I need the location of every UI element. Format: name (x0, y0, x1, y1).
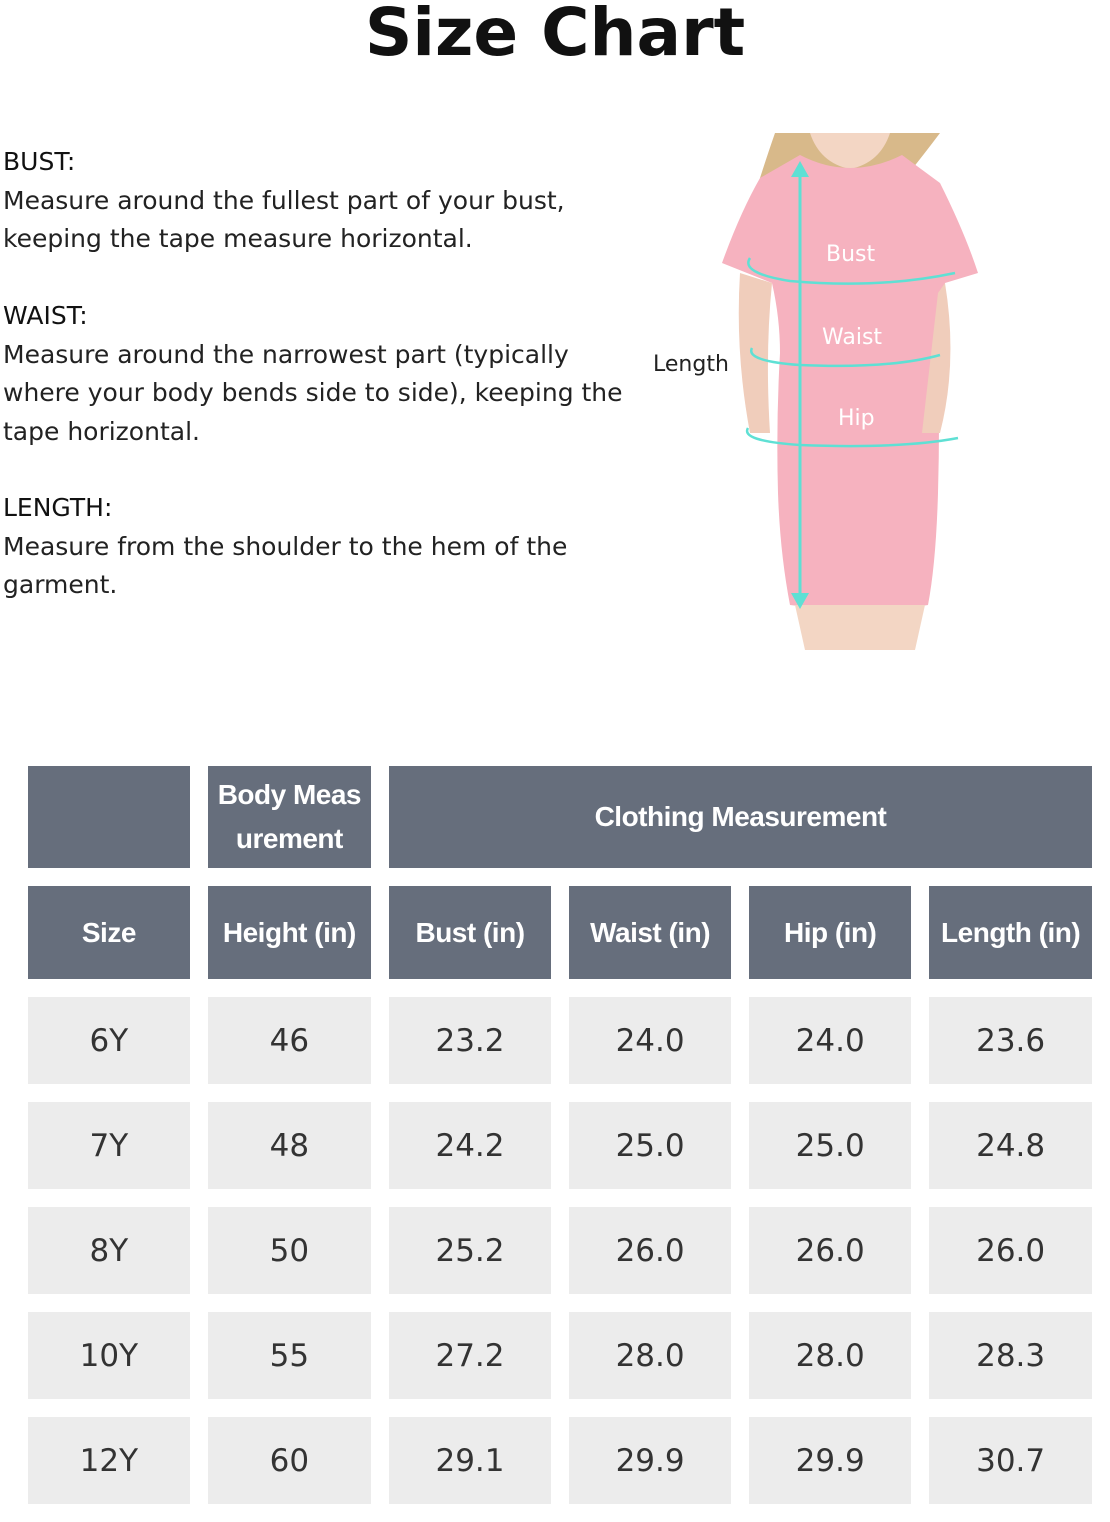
table-row (28, 1417, 1092, 1504)
table-cell: 25.0 (569, 1102, 731, 1189)
group-header-body: Body Meas urement (208, 766, 371, 868)
left-arm-shape (739, 273, 772, 433)
size-table (10, 748, 1110, 1522)
bust-heading: BUST: (3, 147, 76, 176)
length-heading: LENGTH: (3, 493, 113, 522)
table-cell: 48 (208, 1102, 371, 1189)
table-cell: 55 (208, 1312, 371, 1399)
table-cell: 24.2 (389, 1102, 551, 1189)
table-cell: 7Y (28, 1102, 190, 1189)
legs-shape (795, 605, 925, 650)
length-instructions: Measure from the shoulder to the hem of the garment. (3, 531, 568, 599)
table-cell: 23.2 (389, 997, 551, 1084)
length-label: Length (653, 352, 729, 377)
table-cell: 6Y (28, 997, 190, 1084)
table-cell: 26.0 (929, 1207, 1092, 1294)
table-cell: 12Y (28, 1417, 190, 1504)
table-cell: 60 (208, 1417, 371, 1504)
table-cell: 46 (208, 997, 371, 1084)
table-row (28, 1102, 1092, 1189)
column-header: Bust (in) (389, 886, 551, 979)
table-cell: 24.0 (569, 997, 731, 1084)
table-row (28, 997, 1092, 1084)
dress-illustration (640, 133, 980, 650)
group-header-clothing: Clothing Measurement (389, 766, 1092, 868)
table-cell: 24.8 (929, 1102, 1092, 1189)
table-cell: 50 (208, 1207, 371, 1294)
table-cell: 29.9 (569, 1417, 731, 1504)
table-cell: 25.0 (749, 1102, 911, 1189)
table-cell: 8Y (28, 1207, 190, 1294)
length-description (3, 489, 623, 605)
column-header: Size (28, 886, 190, 979)
table-cell: 28.0 (749, 1312, 911, 1399)
column-header-row (28, 886, 1092, 979)
table-cell: 28.0 (569, 1312, 731, 1399)
column-header: Height (in) (208, 886, 371, 979)
dress-figure (640, 133, 980, 650)
table-cell: 29.9 (749, 1417, 911, 1504)
table-cell: 10Y (28, 1312, 190, 1399)
table-row (28, 1312, 1092, 1399)
table-cell: 28.3 (929, 1312, 1092, 1399)
waist-heading: WAIST: (3, 301, 88, 330)
group-header-row (28, 766, 1092, 868)
table-cell: 27.2 (389, 1312, 551, 1399)
table-cell: 24.0 (749, 997, 911, 1084)
bust-label: Bust (826, 242, 876, 267)
column-header: Waist (in) (569, 886, 731, 979)
table-cell: 26.0 (569, 1207, 731, 1294)
hip-label: Hip (838, 406, 875, 431)
bust-instructions: Measure around the fullest part of your bust, keeping the tape measure horizontal. (3, 185, 565, 253)
group-header-blank (28, 766, 190, 868)
waist-label: Waist (822, 325, 883, 350)
table-row (28, 1207, 1092, 1294)
bust-description (3, 143, 623, 259)
table-cell: 30.7 (929, 1417, 1092, 1504)
table-cell: 25.2 (389, 1207, 551, 1294)
table-cell: 26.0 (749, 1207, 911, 1294)
column-header: Length (in) (929, 886, 1092, 979)
column-header: Hip (in) (749, 886, 911, 979)
table-cell: 29.1 (389, 1417, 551, 1504)
waist-description (3, 297, 623, 451)
waist-instructions: Measure around the narrowest part (typically where your body bends side to side), keeping the tape horizontal. (3, 339, 623, 446)
page-title: Size Chart (364, 0, 746, 71)
table-cell: 23.6 (929, 997, 1092, 1084)
